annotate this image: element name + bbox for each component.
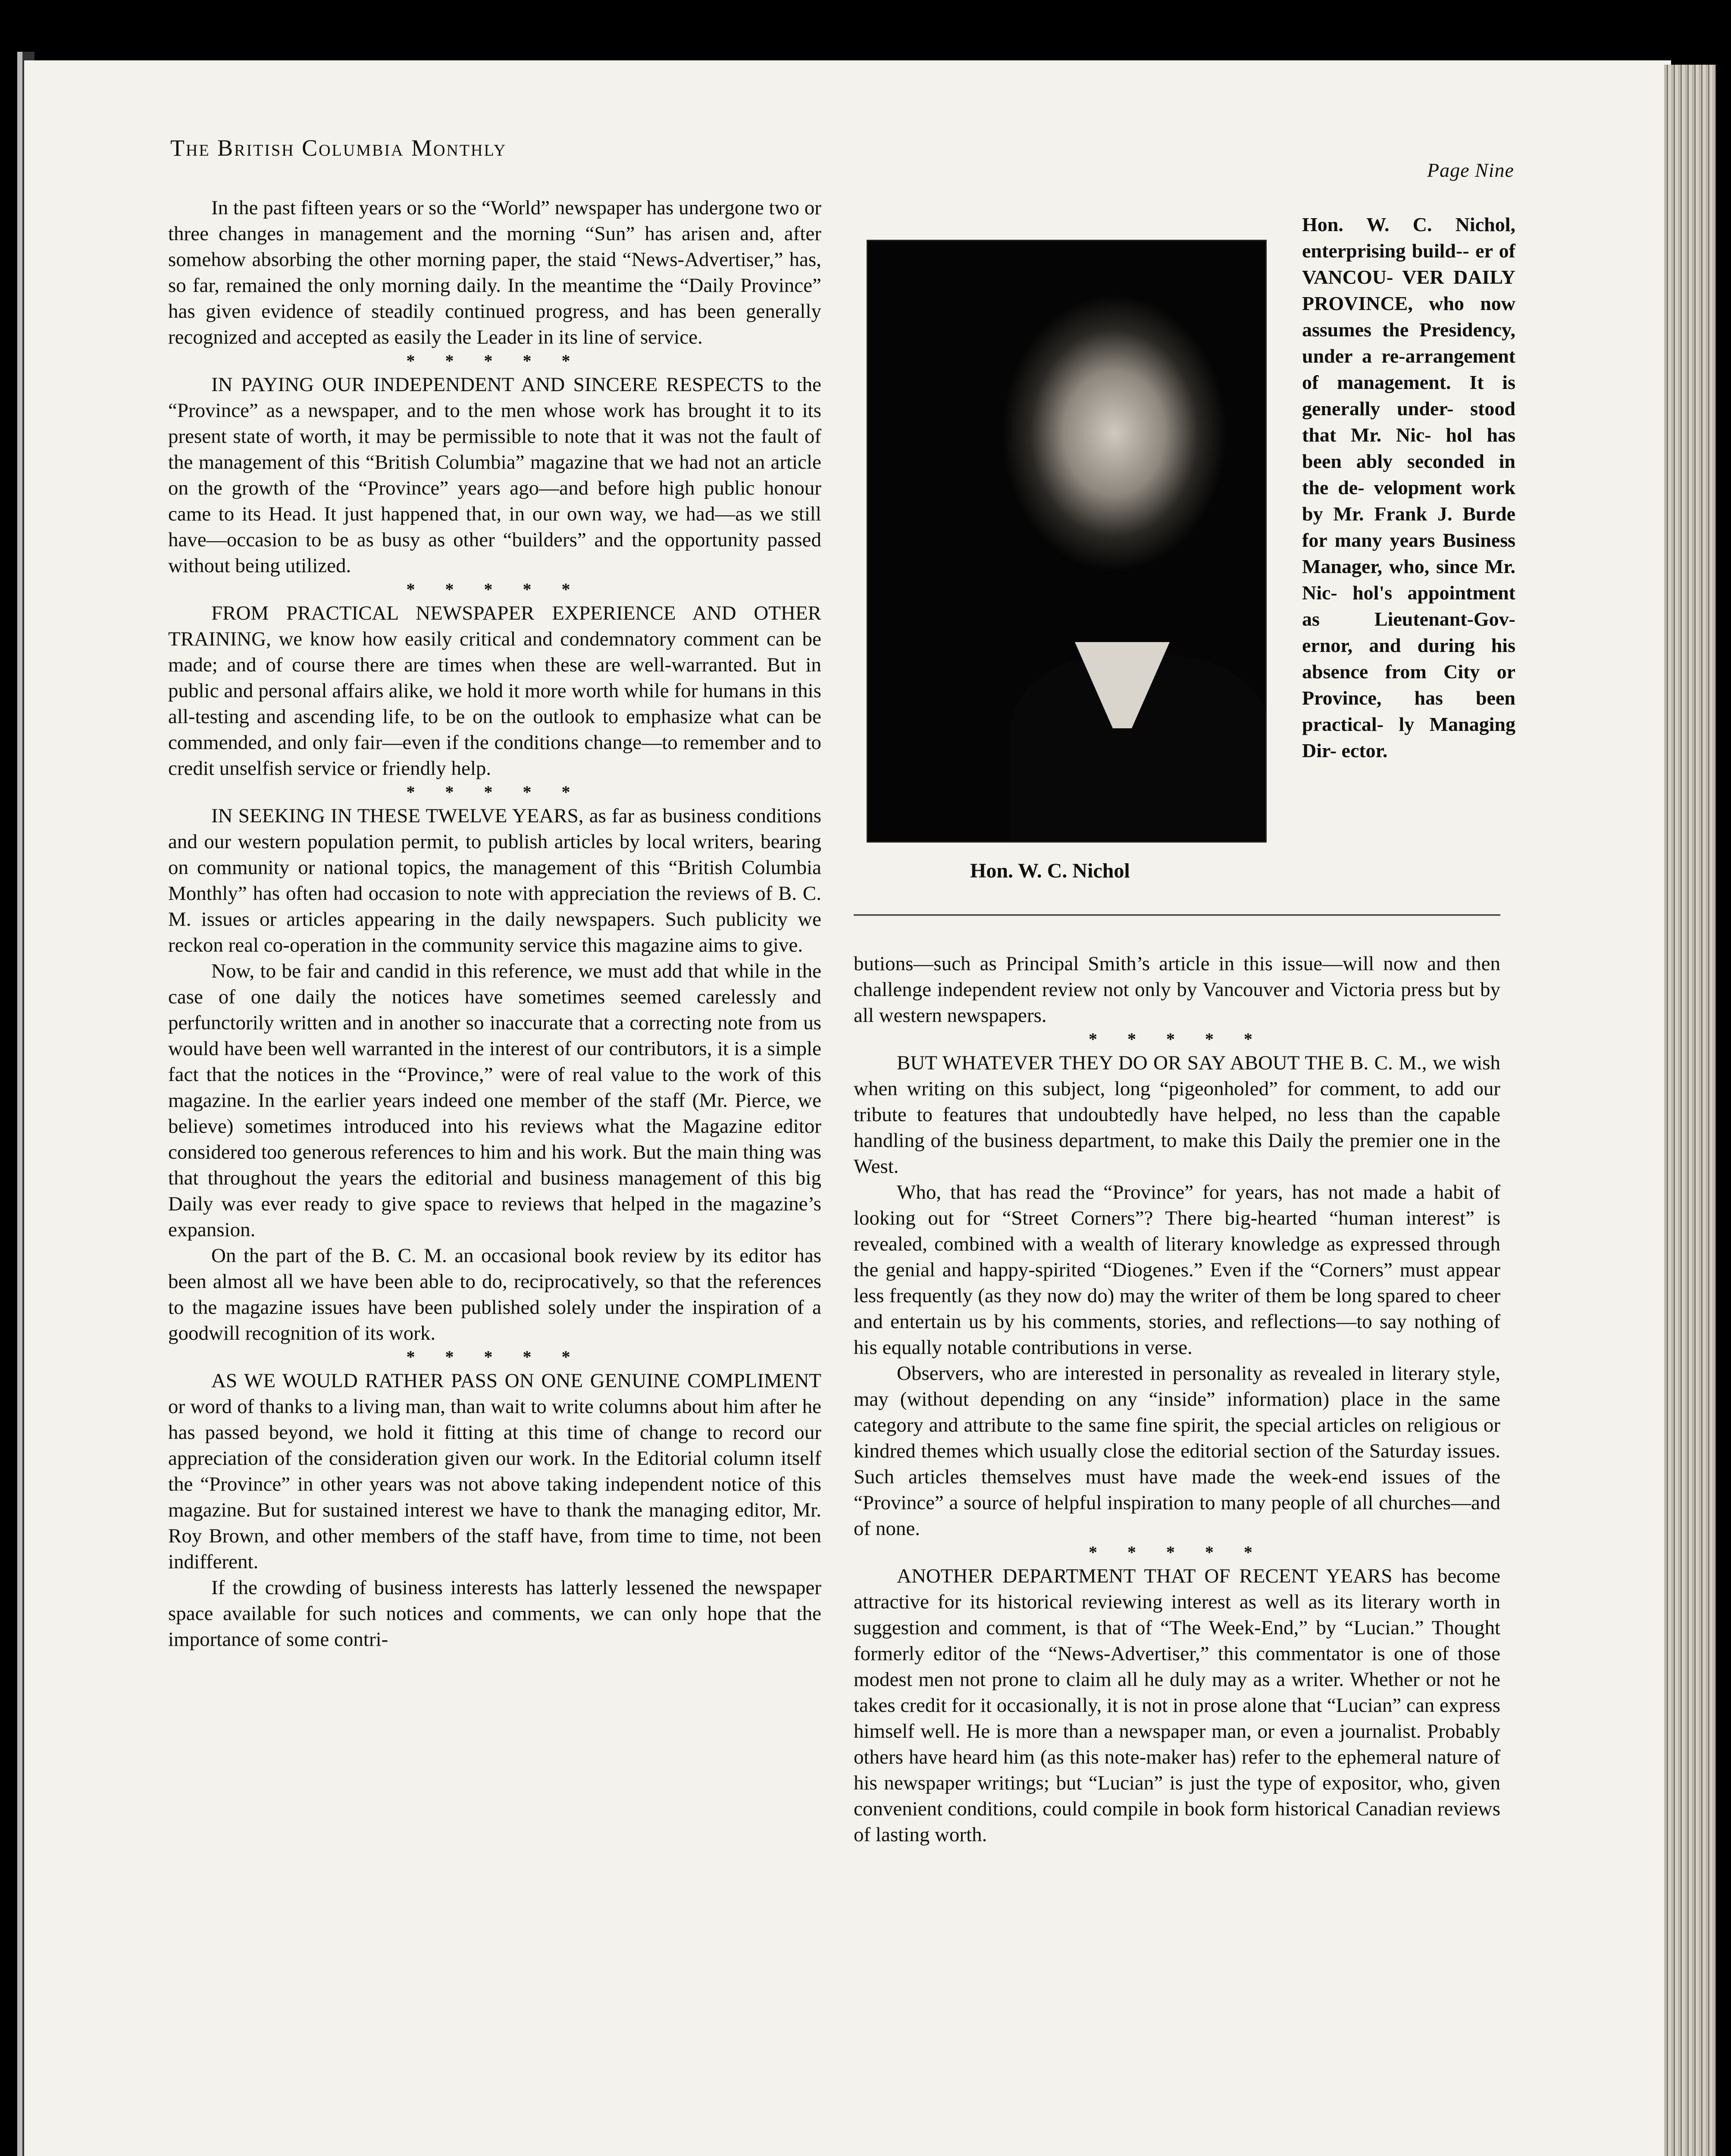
- page-stack-edge: [1664, 65, 1716, 2156]
- right-column: [854, 951, 1500, 1848]
- section-divider: * * * * *: [406, 351, 583, 370]
- left-paragraph-4: IN SEEKING IN THESE TWELVE YEARS, as far as business conditions and our western population permit, to publish articles by local writers, bearing on community or national topics, the management of this “British Columbia Monthly” has often had occasion to note with appreciation the reviews of B. C. M. issues or articles appearing in the daily newspapers. Such publicity we reckon real co-operation in the community service this magazine aims to give.: [168, 805, 821, 956]
- section-divider: * * * * *: [406, 580, 583, 599]
- right-paragraph-1: butions—such as Principal Smith’s article in this issue—will now and then challenge independent review not only by Vancouver and Victoria press but by all western newspapers.: [854, 953, 1500, 1027]
- right-paragraph-4: Observers, who are interested in personality as revealed in literary style, may (without depending on any “inside” information) place in the same category and attribute to the same fine spirit, the special articles on religious or kindred themes which usually close the editorial section of the Saturday issues. Such articles themselves must have made the week-end issues of the “Province” a source of helpful inspiration to many people of all churches—and of none.: [854, 1362, 1500, 1540]
- section-divider: * * * * *: [406, 1347, 583, 1366]
- portrait-photo: [867, 240, 1267, 843]
- section-divider: * * * * *: [1089, 1542, 1265, 1562]
- column-rule: [854, 914, 1500, 916]
- right-paragraph-3: Who, that has read the “Province” for years, has not made a habit of looking out for “Street Corners”? There big-hearted “human interest” is revealed, combined with a wealth of literary knowledge as expressed through the genial and happy-spirited “Diogenes.” Even if the “Corners” must appear less frequently (as they now do) may the writer of them be long spared to cheer and entertain us by his comments, stories, and reflections—to say nothing of his equally notable contributions in verse.: [854, 1181, 1500, 1359]
- left-paragraph-7: AS WE WOULD RATHER PASS ON ONE GENUINE COMPLIMENT or word of thanks to a living man, than wait to write columns about him after he has passed beyond, we hold it fitting at this time of change to record our appreciation of the consideration given our work. In the Editorial column itself the “Province” in other years was not above taking independent notice of this magazine. But for sustained interest we have to thank the managing editor, Mr. Roy Brown, and other members of the staff have, from time to time, not been indifferent.: [168, 1369, 821, 1573]
- left-paragraph-5: Now, to be fair and candid in this reference, we must add that while in the case of one daily the notices have sometimes seemed carelessly and perfunctorily written and in another so inaccurate that a correcting note from us would have been well warranted in the interest of our contributors, it is a simple fact that the notices in the “Province,” were of real value to the work of this magazine. In the earlier years indeed one member of the staff (Mr. Pierce, we believe) sometimes introduced into his reviews what the Magazine editor considered too generous references to him and his work. But the main thing was that throughout the years the editorial and business management of this big Daily was ever ready to give space to reviews that helped in the magazine’s expansion.: [168, 960, 821, 1241]
- page-number: Page Nine: [1427, 159, 1514, 181]
- left-paragraph-8: If the crowding of business interests has latterly lessened the newspaper space available for such notices and comments, we can only hope that the importance of some contri-: [168, 1576, 821, 1651]
- right-paragraph-2: BUT WHATEVER THEY DO OR SAY ABOUT THE B. C. M., we wish when writing on this subject, long “pigeonholed” for comment, to add our tribute to features that undoubtedly have helped, no less than the capable handling of the business department, to make this Daily the premier one in the West.: [854, 1052, 1500, 1178]
- left-paragraph-1: In the past fifteen years or so the “World” newspaper has undergone two or three changes in management and the morning “Sun” has arisen and, after somehow absorbing the other morning paper, the staid “News-Advertiser,” has, so far, remained the only morning daily. In the meantime the “Daily Province” has given evidence of steadily continued progress, and has been generally recognized and accepted as easily the Leader in its line of service.: [168, 197, 821, 348]
- section-divider: * * * * *: [406, 782, 583, 802]
- photo-sidebar-text: Hon. W. C. Nichol, enterprising build-- er of VANCOU- VER DAILY PROVINCE, who now assumes the Presidency, under a re-arrangement of management. It is generally under- stood that Mr. Nic- hol has been ably seconded in the de- velopment work by Mr. Frank J. Burde for many years Business Manager, who, since Mr. Nic- hol's appointment as Lieutenant-Gov- ernor, and during his absence from City or Province, has been practical- ly Managing Dir- ector.: [1302, 213, 1515, 761]
- left-column: [168, 195, 821, 1652]
- left-paragraph-6: On the part of the B. C. M. an occasional book review by its editor has been almost all we have been able to do, reciprocatively, so that the references to the magazine issues have been published solely under the inspiration of a goodwill recognition of its work.: [168, 1244, 821, 1344]
- photo-caption: Hon. W. C. Nichol: [970, 859, 1130, 882]
- magazine-title: The British Columbia Monthly: [170, 135, 507, 161]
- left-paragraph-2: IN PAYING OUR INDEPENDENT AND SINCERE RESPECTS to the “Province” as a newspaper, and to the men whose work has brought it to its present state of worth, it may be permissible to note that it was not the fault of the management of this “British Columbia” magazine that we had not an article on the growth of the “Province” years ago—and before high public honour came to its Head. It just happened that, in our own way, we had—as we still have—occasion to be as busy as other “builders” and the opportunity passed without being utilized.: [168, 373, 821, 577]
- right-paragraph-5: ANOTHER DEPARTMENT THAT OF RECENT YEARS has become attractive for its historical reviewing interest as well as its literary worth in suggestion and comment, is that of “The Week-End,” by “Lucian.” Thought formerly editor of the “News-Advertiser,” this commentator is one of those modest men not prone to claim all he duly may as a writer. Whether or not he takes credit for it occasionally, it is not in prose alone that “Lucian” can express himself well. He is more than a newspaper man, or even a journalist. Probably others have heard him (as this note-maker has) refer to the ephemeral nature of his newspaper writings; but “Lucian” is just the type of expositor, who, given convenient conditions, could compile in book form historical Canadian reviews of lasting worth.: [854, 1565, 1500, 1846]
- left-paragraph-3: FROM PRACTICAL NEWSPAPER EXPERIENCE AND OTHER TRAINING, we know how easily critical and condemnatory comment can be made; and of course there are times when these are well-warranted. But in public and personal affairs alike, we hold it more worth while for humans in this all-testing and ascending life, to be on the outlook to emphasize what can be commended, and only fair—even if the conditions change—to remember and to credit unselfish service or friendly help.: [168, 602, 821, 780]
- section-divider: * * * * *: [1089, 1029, 1265, 1049]
